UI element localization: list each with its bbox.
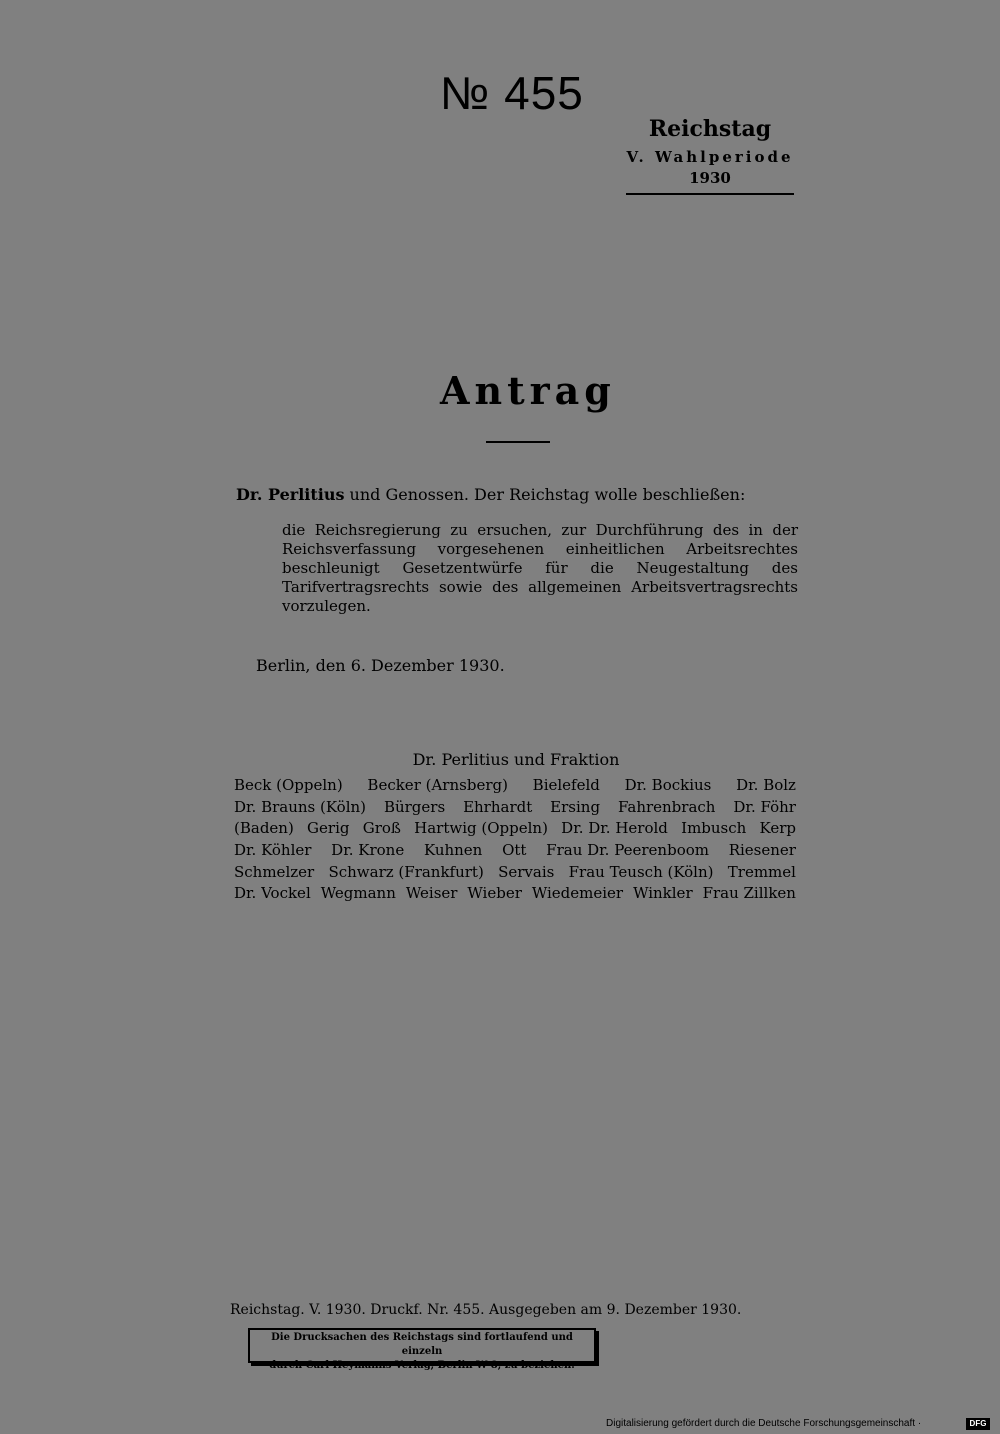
publisher-notice-line: Die Drucksachen des Reichstags sind fortlaufend und einzeln (271, 1332, 573, 1357)
signatory: Frau Dr. Peerenboom (546, 841, 709, 859)
signatory: Dr. Brauns (Köln) (234, 798, 367, 816)
print-footer: Reichstag. V. 1930. Druckf. Nr. 455. Ausgegeben am 9. Dezember 1930. (230, 1302, 742, 1318)
header-rule (626, 193, 794, 195)
signatory: Kuhnen (423, 841, 483, 859)
publisher-notice-box (248, 1328, 596, 1371)
signatory: Winkler (633, 884, 693, 902)
motion-body: die Reichsregierung zu ersuchen, zur Durchführung des in der Reichsverfassung vorgesehenen einheitlichen Arbeitsrechtes beschleunigt Gesetzentwürfe für die Neugestaltung des Tarifvertragsrechts sowie des allgemeinen Arbeitsvertragsrechts vorzulegen. (282, 521, 798, 615)
document-number: № 455 (440, 67, 584, 119)
signatory: Dr. Föhr (733, 798, 796, 816)
signatory: Groß (362, 819, 401, 837)
signatory: Schmelzer (234, 863, 315, 881)
signatory: Gerig (307, 819, 350, 837)
signatory: Ehrhardt (463, 798, 533, 816)
signatory-row (234, 863, 796, 881)
signatory: Kerp (759, 819, 796, 837)
intro-text: und Genossen. Der Reichstag wolle beschließen: (349, 485, 746, 504)
signatory: Riesener (728, 841, 796, 859)
signatory: Fahrenbrach (617, 798, 716, 816)
header-wahlperiode: V. Wahlperiode (626, 148, 794, 166)
date-line: Berlin, den 6. Dezember 1930. (256, 656, 505, 675)
signatory-row (234, 884, 796, 902)
signatory: Dr. Bockius (624, 776, 712, 794)
signatory: Bielefeld (532, 776, 600, 794)
signatory: Schwarz (Frankfurt) (328, 863, 484, 881)
signatory: Imbusch (681, 819, 747, 837)
signatory: Frau Zillken (702, 884, 796, 902)
signatory: Wegmann (320, 884, 396, 902)
signatory: Becker (Arnsberg) (367, 776, 508, 794)
signatory-row (234, 841, 796, 859)
signatory: Frau Teusch (Köln) (568, 863, 714, 881)
intro-line (236, 485, 745, 504)
signatory-row (234, 776, 796, 794)
publisher-notice-line: durch Carl Heymanns Verlag, Berlin W 8, zu beziehen. (269, 1360, 575, 1371)
signatory: Dr. Köhler (234, 841, 312, 859)
dfg-logo: DFG (966, 1418, 990, 1430)
signatory: Dr. Dr. Herold (561, 819, 668, 837)
signatory: Beck (Oppeln) (234, 776, 343, 794)
signatory: Dr. Bolz (736, 776, 796, 794)
header-reichstag: Reichstag (648, 116, 772, 142)
signatories-heading: Dr. Perlitius und Fraktion (412, 750, 620, 769)
signatory: Dr. Krone (331, 841, 405, 859)
signatory-row (234, 798, 796, 816)
document-title: Antrag (440, 368, 616, 413)
signatory: Wiedemeier (531, 884, 624, 902)
signatory-row (234, 819, 796, 837)
signatory: Tremmel (727, 863, 796, 881)
intro-name: Dr. Perlitius (236, 485, 345, 504)
signatory: Weiser (405, 884, 458, 902)
digitization-credit: Digitalisierung gefördert durch die Deutsche Forschungsgemeinschaft · (606, 1418, 922, 1429)
signatory: (Baden) (234, 819, 294, 837)
signatory: Hartwig (Oppeln) (414, 819, 548, 837)
signatory: Dr. Vockel (234, 884, 311, 902)
signatory: Ott (502, 841, 527, 859)
signatory: Ersing (550, 798, 601, 816)
title-rule (486, 441, 550, 443)
signatory: Wieber (467, 884, 522, 902)
signatory: Servais (498, 863, 555, 881)
header-year: 1930 (689, 169, 731, 187)
signatory: Bürgers (383, 798, 446, 816)
